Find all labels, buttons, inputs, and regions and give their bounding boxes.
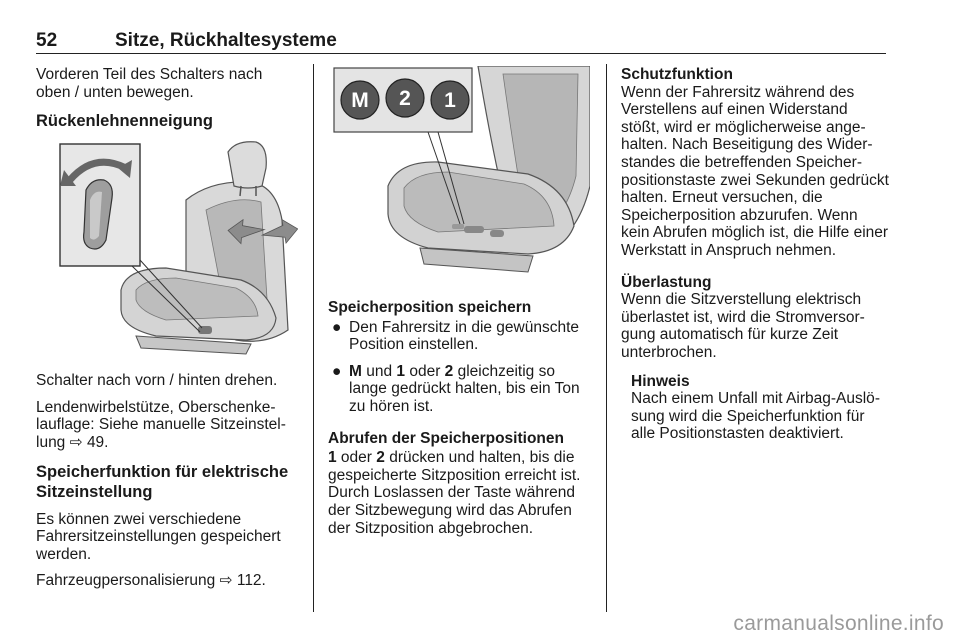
lumbar-paragraph: Lendenwirbelstütze, Oberschenkelauflage: Siehe manuelle Sitzeinstellung ⇨ 49. — [36, 398, 286, 451]
watermark: carmanualsonline.info — [733, 612, 944, 635]
recall-paragraph: 1 oder 2 drücken und halten, bis die gespeicherte Sitzposition erreicht ist. Durch Loslassen der Taste während der Sitzbewegung wird das Abrufen der Sitzposition abgebrochen. — [328, 449, 581, 537]
column-divider-right — [606, 64, 607, 612]
heading-backrest: Rückenlehnenneigung — [36, 112, 213, 131]
note-box — [621, 373, 889, 443]
memory-button-2-label: 2 — [399, 87, 411, 110]
cross-reference-icon[interactable]: ⇨ — [219, 572, 233, 590]
heading-memory: Speicherfunktion für elektrische Sitzeinstellung — [36, 462, 289, 501]
heading-protection: Schutzfunktion — [621, 66, 733, 83]
heading-recall: Abrufen der Speicherpositionen — [328, 429, 564, 447]
memory-button-m-label: M — [351, 89, 369, 112]
overload-paragraph: Wenn die Sitzverstellung elektrisch überlastet ist, wird die Stromversorgung automatisch für kurze Zeit unterbrochen. — [621, 291, 865, 361]
column-2 — [328, 66, 590, 546]
two-settings-paragraph: Es können zwei verschiedene Fahrersitzeinstellungen gespeichert werden. — [36, 510, 281, 563]
save-step-2: ● M und 1 oder 2 gleichzeitig so lange gedrückt halten, bis ein Ton zu hören ist. — [332, 362, 580, 415]
intro-paragraph: Vorderen Teil des Schalters nach oben / unten bewegen. — [36, 66, 263, 101]
save-step-1: ● Den Fahrersitz in die gewünschte Position einstellen. — [332, 318, 580, 354]
protection-paragraph: Wenn der Fahrersitz während des Verstellens auf einen Widerstand stößt, wird er möglicherweise angehalten. Nach Beseitigung des Widerstandes die betreffenden Speicherpositionstaste zwei Sekunden gedrückt halten. Erneut versuchen, die Speicherposition abzurufen. Wenn kein Abrufen möglich ist, die Hilfe einer Werkstatt in Anspruch nehmen. — [621, 83, 889, 259]
note-text: Nach einem Unfall mit Airbag-Auslösung wird die Speicherfunktion für alle Positionstasten deaktiviert. — [631, 390, 880, 443]
bullet-icon: ● — [332, 362, 342, 380]
bullet-icon: ● — [332, 318, 342, 336]
column-3 — [621, 66, 889, 443]
cross-reference-icon[interactable]: ⇨ — [69, 433, 83, 451]
column-1 — [36, 66, 298, 599]
memory-button-1-label: 1 — [444, 89, 456, 112]
page-title: Sitze, Rückhaltesysteme — [115, 30, 337, 51]
seat-switch-mark — [198, 326, 212, 334]
header-rule — [36, 53, 886, 54]
heading-save-position: Speicherposition speichern — [328, 299, 532, 316]
headrest-shape — [228, 142, 266, 188]
column-divider-left — [313, 64, 314, 612]
page-header — [36, 30, 886, 52]
backrest-illustration — [36, 140, 298, 358]
page-number: 52 — [36, 30, 58, 51]
personalisation-paragraph: Fahrzeugpersonalisierung ⇨ 112. — [36, 572, 266, 590]
switch-paragraph: Schalter nach vorn / hinten drehen. — [36, 372, 278, 390]
note-title: Hinweis — [631, 372, 690, 390]
memory-buttons-illustration — [328, 66, 590, 284]
heading-overload: Überlastung — [621, 273, 712, 291]
